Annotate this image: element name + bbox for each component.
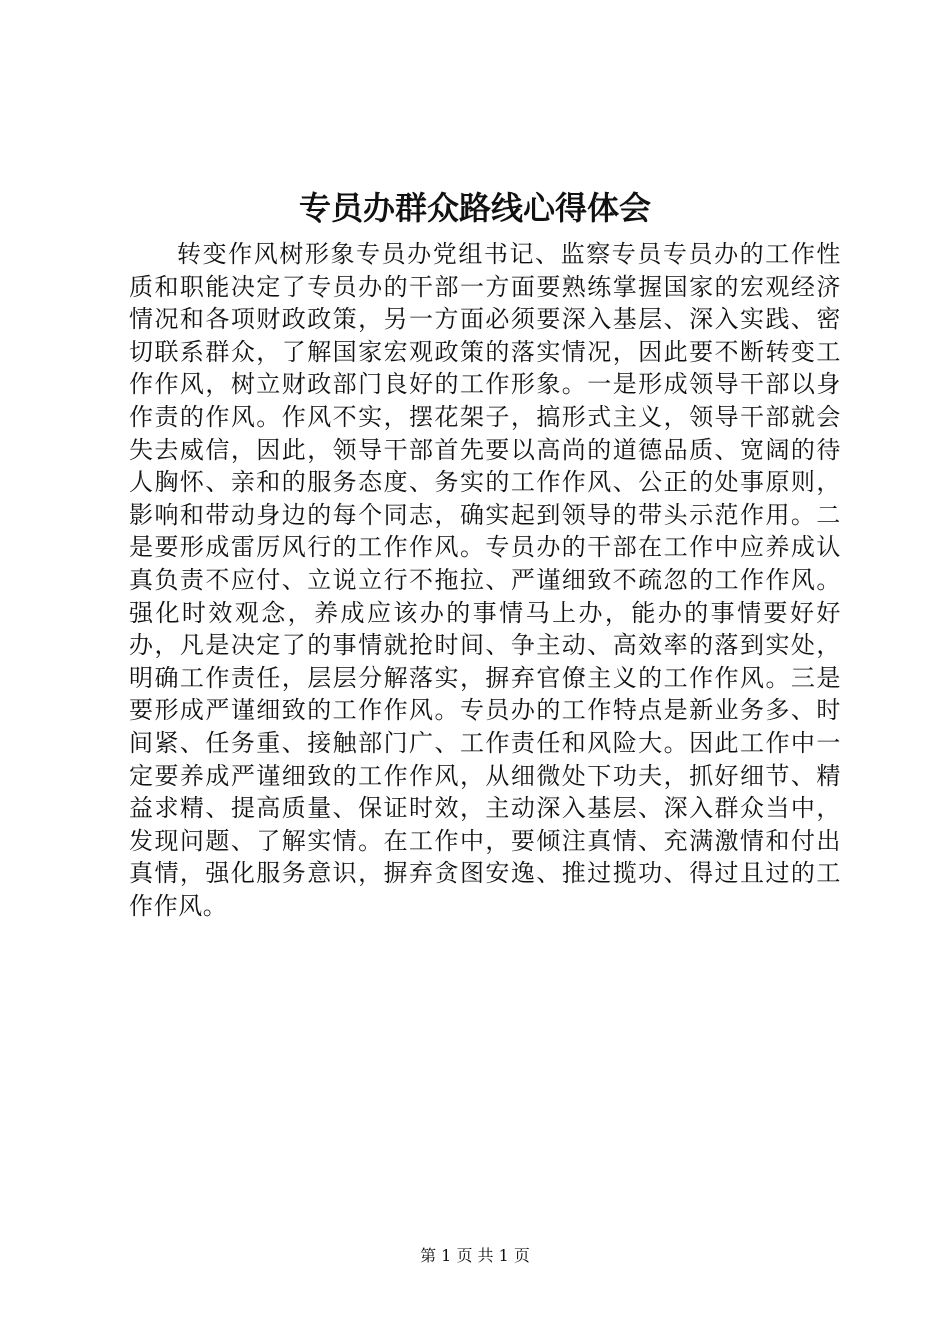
- page-number-footer: 第 1 页 共 1 页: [420, 1246, 530, 1265]
- document-title: 专员办群众路线心得体会: [298, 189, 651, 227]
- document-body-paragraph: 转变作风树形象专员办党组书记、监察专员专员办的工作性质和职能决定了专员办的干部一方面要熟练掌握国家的宏观经济情况和各项财政政策，另一方面必须要深入基层、深入实践、密切联系群众，了解国家宏观政策的落实情况，因此要不断转变工作作风，树立财政部门良好的工作形象。一是形成领导干部以身作责的作风。作风不实，摆花架子，搞形式主义，领导干部就会失去威信，因此，领导干部首先要以高尚的道德品质、宽阔的待人胸怀、亲和的服务态度、务实的工作作风、公正的处事原则，影响和带动身边的每个同志，确实起到领导的带头示范作用。二是要形成雷厉风行的工作作风。专员办的干部在工作中应养成认真负责不应付、立说立行不拖拉、严谨细致不疏忽的工作作风。强化时效观念，养成应该办的事情马上办，能办的事情要好好办，凡是决定了的事情就抢时间、争主动、高效率的落到实处，明确工作责任，层层分解落实，摒弃官僚主义的工作作风。三是要形成严谨细致的工作作风。专员办的工作特点是新业务多、时间紧、任务重、接触部门广、工作责任和风险大。因此工作中一定要养成严谨细致的工作作风，从细微处下功夫，抓好细节、精益求精、提高质量、保证时效，主动深入基层、深入群众当中，发现问题、了解实情。在工作中，要倾注真情、充满激情和付出真情，强化服务意识，摒弃贪图安逸、推过揽功、得过且过的工作作风。: [129, 240, 841, 920]
